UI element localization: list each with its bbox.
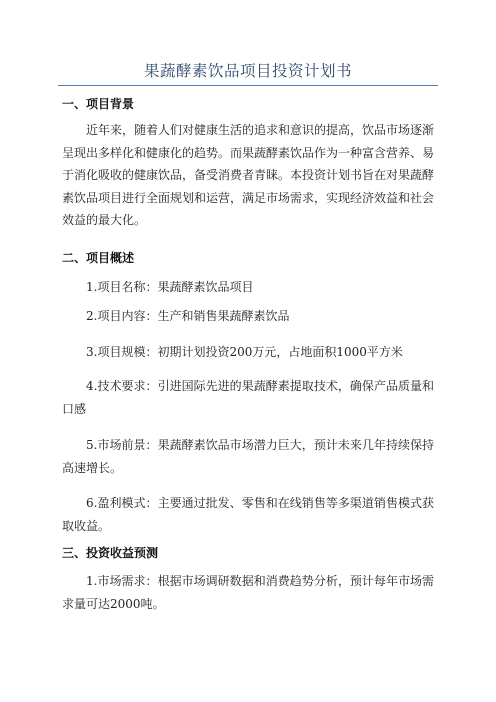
section-heading-background: 一、项目背景 [62,97,135,111]
forecast-item-demand: 1.市场需求：根据市场调研数据和消费趋势分析，预计每年市场需求量可达2000吨。 [62,574,434,611]
overview-item-profit-model: 6.盈利模式：主要通过批发、零售和在线销售等多渠道销售模式获取收益。 [62,496,434,533]
overview-item-name: 1.项目名称：果蔬酵素饮品项目 [86,280,254,294]
overview-item-market: 5.市场前景：果蔬酵素饮品市场潜力巨大，预计未来几年持续保持高速增长。 [62,438,434,475]
background-paragraph: 近年来，随着人们对健康生活的追求和意识的提高，饮品市场逐渐呈现出多样化和健康化的趋势。而果蔬酵素饮品作为一种富含营养、易于消化吸收的健康饮品，备受消费者青睐。本投资计划书旨在对果蔬酵素饮品项目进行全面规划和运营，满足市场需求，实现经济效益和社会效益的最大化。 [62,123,435,227]
overview-item-technology: 4.技术要求：引进国际先进的果蔬酵素提取技术，确保产品质量和口感 [62,379,434,416]
section-heading-overview: 二、项目概述 [62,251,135,265]
overview-item-scale: 3.项目规模：初期计划投资200万元，占地面积1000平方米 [86,345,403,359]
title-underline [58,85,438,86]
document-title: 果蔬酵素饮品项目投资计划书 [143,62,352,80]
overview-item-content: 2.项目内容：生产和销售果蔬酵素饮品 [86,309,290,323]
section-heading-forecast: 三、投资收益预测 [62,546,159,560]
